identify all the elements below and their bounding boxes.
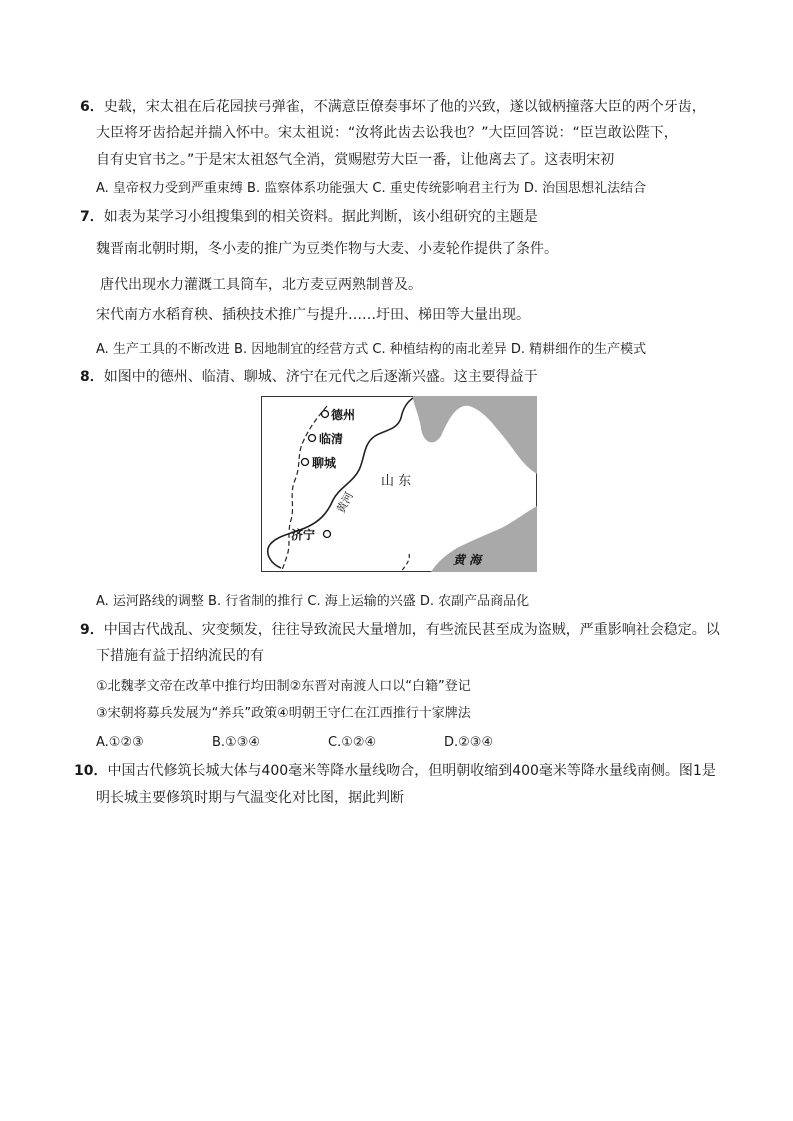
region-label: 山 东	[381, 474, 412, 489]
city-marker-jining	[324, 531, 331, 538]
q8-options: A. 运河路线的调整 B. 行省制的推行 C. 海上运输的兴盛 D. 农副产品商品化	[96, 594, 530, 609]
q6-line3: 自有史官书之。”于是宋太祖怒气全消，赏赐慰劳大臣一番，让他离去了。这表明宋初	[96, 152, 615, 168]
q6-options: A. 皇帝权力受到严重束缚 B. 监察体系功能强大 C. 重史传统影响君主行为 D. 治国思想礼法结合	[96, 181, 647, 196]
q10-line1: 10．中国古代修筑长城大体与400毫米等降水量线吻合，但明朝收缩到400毫米等降水量线南侧。图1是	[74, 763, 716, 779]
city-label-jining: 济宁	[291, 528, 316, 542]
river-label: 黄河	[334, 489, 356, 516]
q8-stem: 8．如图中的德州、临清、聊城、济宁在元代之后逐渐兴盛。这主要得益于	[80, 369, 538, 385]
q9-option-d: D.②③④	[444, 735, 494, 750]
q9-option-b: B.①③④	[212, 735, 261, 750]
q7-options: A. 生产工具的不断改进 B. 因地制宜的经营方式 C. 种植结构的南北差异 D. 精耕细作的生产模式	[96, 342, 647, 357]
city-label-liaocheng: 聊城	[312, 456, 337, 470]
city-marker-linqing	[309, 435, 316, 442]
q6-line2: 大臣将牙齿拾起并揣入怀中。宋太祖说：“汝将此齿去讼我也？”大臣回答说：“臣岂敢讼陛下，	[96, 125, 678, 141]
sea-label: 黄 海	[453, 553, 482, 567]
q9-item1: ①北魏孝文帝在改革中推行均田制②东晋对南渡人口以“白籍”登记	[96, 679, 471, 694]
city-marker-liaocheng	[302, 459, 309, 466]
q9-item2: ③宋朝将募兵发展为“养兵”政策④明朝王守仁在江西推行十家牌法	[96, 706, 471, 721]
q7-stem: 7．如表为某学习小组搜集到的相关资料。据此判断，该小组研究的主题是	[80, 209, 538, 225]
q7-row1: 魏晋南北朝时期，冬小麦的推广为豆类作物与大麦、小麦轮作提供了条件。	[96, 241, 558, 257]
q9-line1: 9．中国古代战乱、灾变频发，往往导致流民大量增加，有些流民甚至成为盗贼，严重影响社会稳定。以	[80, 622, 720, 638]
city-label-linqing: 临清	[319, 432, 344, 446]
q7-row2: 唐代出现水力灌溉工具筒车，北方麦豆两熟制普及。	[100, 277, 422, 293]
shandong-map	[261, 396, 537, 572]
q10-line2: 明长城主要修筑时期与气温变化对比图，据此判断	[96, 790, 404, 806]
q9-line2: 下措施有益于招纳流民的有	[96, 648, 264, 664]
q9-option-a: A.①②③	[96, 735, 144, 750]
q9-option-c: C.①②④	[328, 735, 377, 750]
q7-row3: 宋代南方水稻育秧、插秧技术推广与提升……圩田、梯田等大量出现。	[96, 307, 530, 323]
city-marker-dezhou	[322, 411, 329, 418]
city-label-dezhou: 德州	[331, 408, 356, 422]
q6-line1: 6．史载，宋太祖在后花园挟弓弹雀，不满意臣僚奏事坏了他的兴致，遂以钺柄撞落大臣的两个牙齿，	[80, 99, 706, 115]
